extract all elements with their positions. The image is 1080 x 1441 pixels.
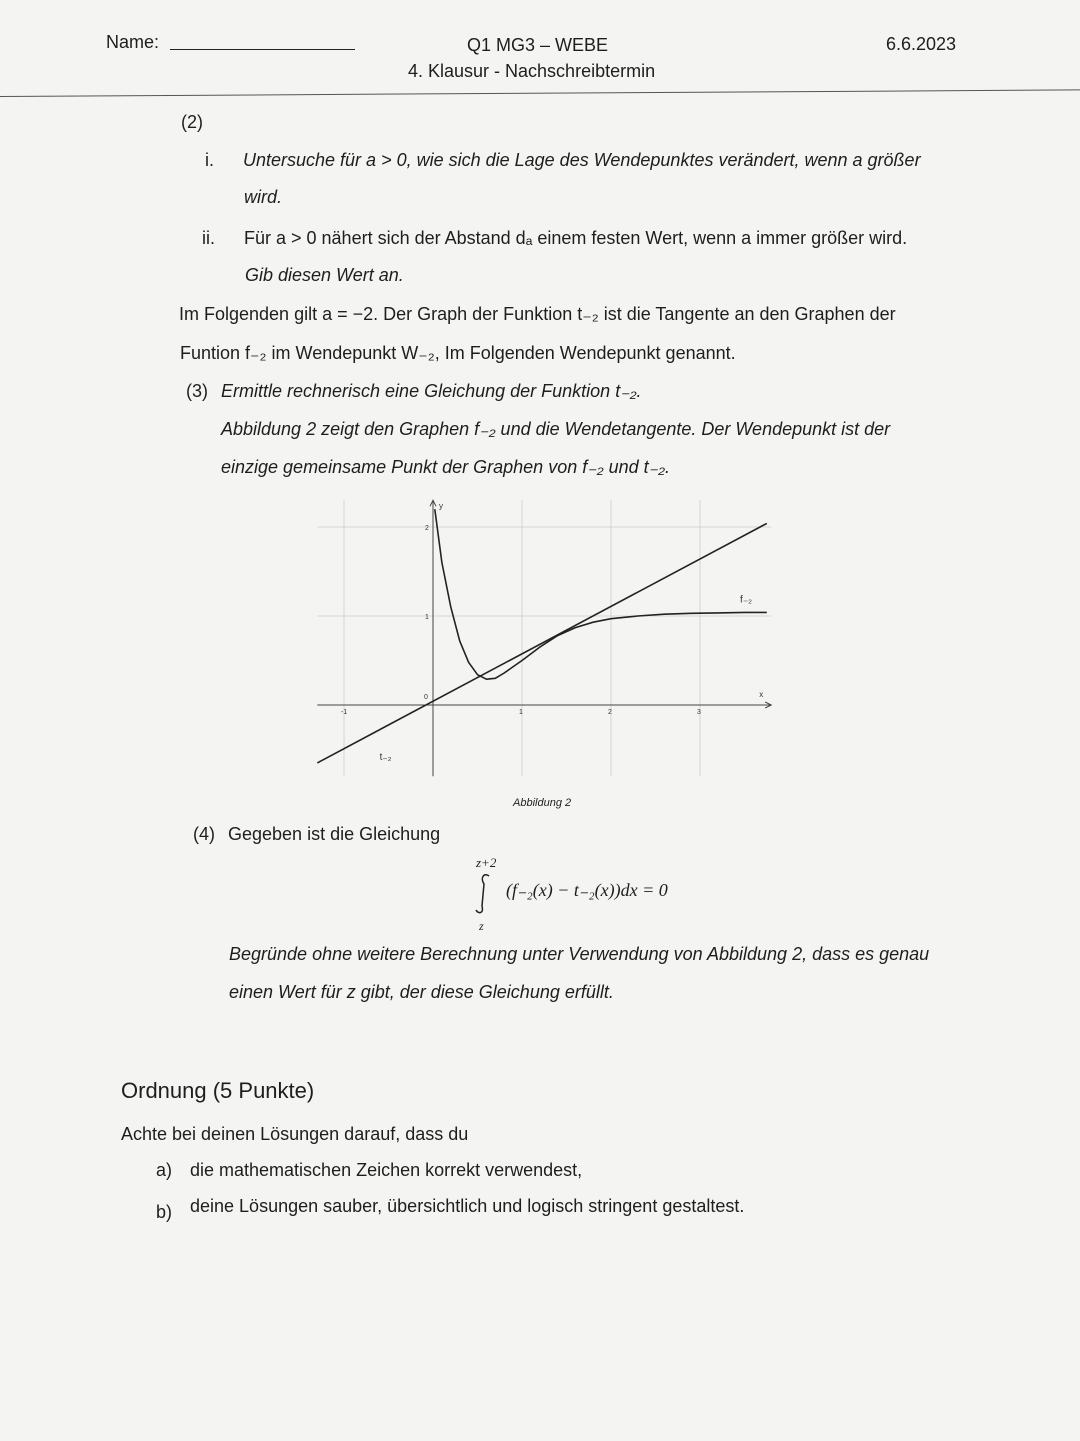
series-f-curve [435, 509, 767, 679]
y-tick-label: 1 [425, 614, 429, 621]
task2-i-marker: i. [205, 150, 214, 170]
task2-i-line1: Untersuche für a > 0, wie sich die Lage des Wendepunktes verändert, wenn a größer [243, 150, 921, 170]
task4-line1: Begründe ohne weitere Berechnung unter Verwendung von Abbildung 2, dass es genau [229, 944, 930, 964]
y-tick-label: 2 [425, 525, 429, 532]
ordnung-a-marker: a) [156, 1160, 173, 1180]
course-title: Q1 MG3 – WEBE [467, 35, 609, 55]
ordnung-b-marker: b) [156, 1202, 173, 1222]
task4-line2: einen Wert für z gibt, der diese Gleichung erfüllt. [229, 982, 614, 1002]
task2-ii-line1: Für a > 0 nähert sich der Abstand dₐ einem festen Wert, wenn a immer größer wird. [244, 228, 908, 248]
intro-line2: Funtion f₋₂ im Wendepunkt W₋₂, Im Folgenden Wendepunkt genannt. [180, 343, 736, 363]
task3-line2: Abbildung 2 zeigt den Graphen f₋₂ und die Wendetangente. Der Wendepunkt ist der [221, 419, 891, 439]
integral-expression: (f₋₂(x) − t₋₂(x))dx = 0 [506, 880, 668, 900]
task3-number: (3) [186, 381, 208, 401]
intro-line1: Im Folgenden gilt a = −2. Der Graph der Funktion t₋₂ ist die Tangente an den Graphen der [179, 304, 896, 324]
task4-intro: Gegeben ist die Gleichung [228, 824, 441, 844]
chart-series [317, 509, 767, 763]
exam-title: 4. Klausur - Nachschreibtermin [408, 61, 656, 81]
x-tick-label: -1 [341, 709, 348, 716]
series-t-line [317, 523, 767, 763]
ordnung-b-text: deine Lösungen sauber, übersichtlich und logisch stringent gestaltest. [190, 1196, 745, 1216]
origin-label: 0 [424, 694, 428, 701]
task2-ii-line2: Gib diesen Wert an. [245, 265, 404, 285]
label-t: t₋₂ [379, 752, 392, 764]
integral-lower-limit: z [479, 919, 484, 933]
exam-date: 6.6.2023 [886, 34, 957, 54]
x-tick-label: 2 [608, 709, 612, 716]
x-tick-label: 1 [519, 709, 523, 716]
y-axis-label: y [439, 501, 443, 511]
figure-caption: Abbildung 2 [513, 797, 572, 809]
integral-upper-limit: z+2 [476, 855, 497, 870]
ordnung-a-text: die mathematischen Zeichen korrekt verwendest, [190, 1160, 583, 1180]
task2-ii-marker: ii. [202, 228, 215, 248]
task2-i-line2: wird. [244, 187, 283, 207]
x-axis-label: x [759, 690, 764, 699]
ordnung-title: Ordnung (5 Punkte) [121, 1078, 315, 1103]
label-f: f₋₂ [740, 594, 753, 606]
integral-sign [476, 875, 489, 913]
task4-number: (4) [193, 824, 215, 844]
chart-grid [317, 500, 771, 776]
x-tick-label: 3 [697, 709, 701, 716]
name-label: Name: [106, 32, 160, 52]
chart-axes [317, 500, 771, 776]
task3-line3: einzige gemeinsame Punkt der Graphen von f₋₂ und t₋₂. [221, 457, 670, 477]
task3-line1: Ermittle rechnerisch eine Gleichung der Funktion t₋₂. [221, 381, 642, 401]
task2-number: (2) [181, 112, 203, 132]
ordnung-intro: Achte bei deinen Lösungen darauf, dass du [121, 1124, 469, 1144]
